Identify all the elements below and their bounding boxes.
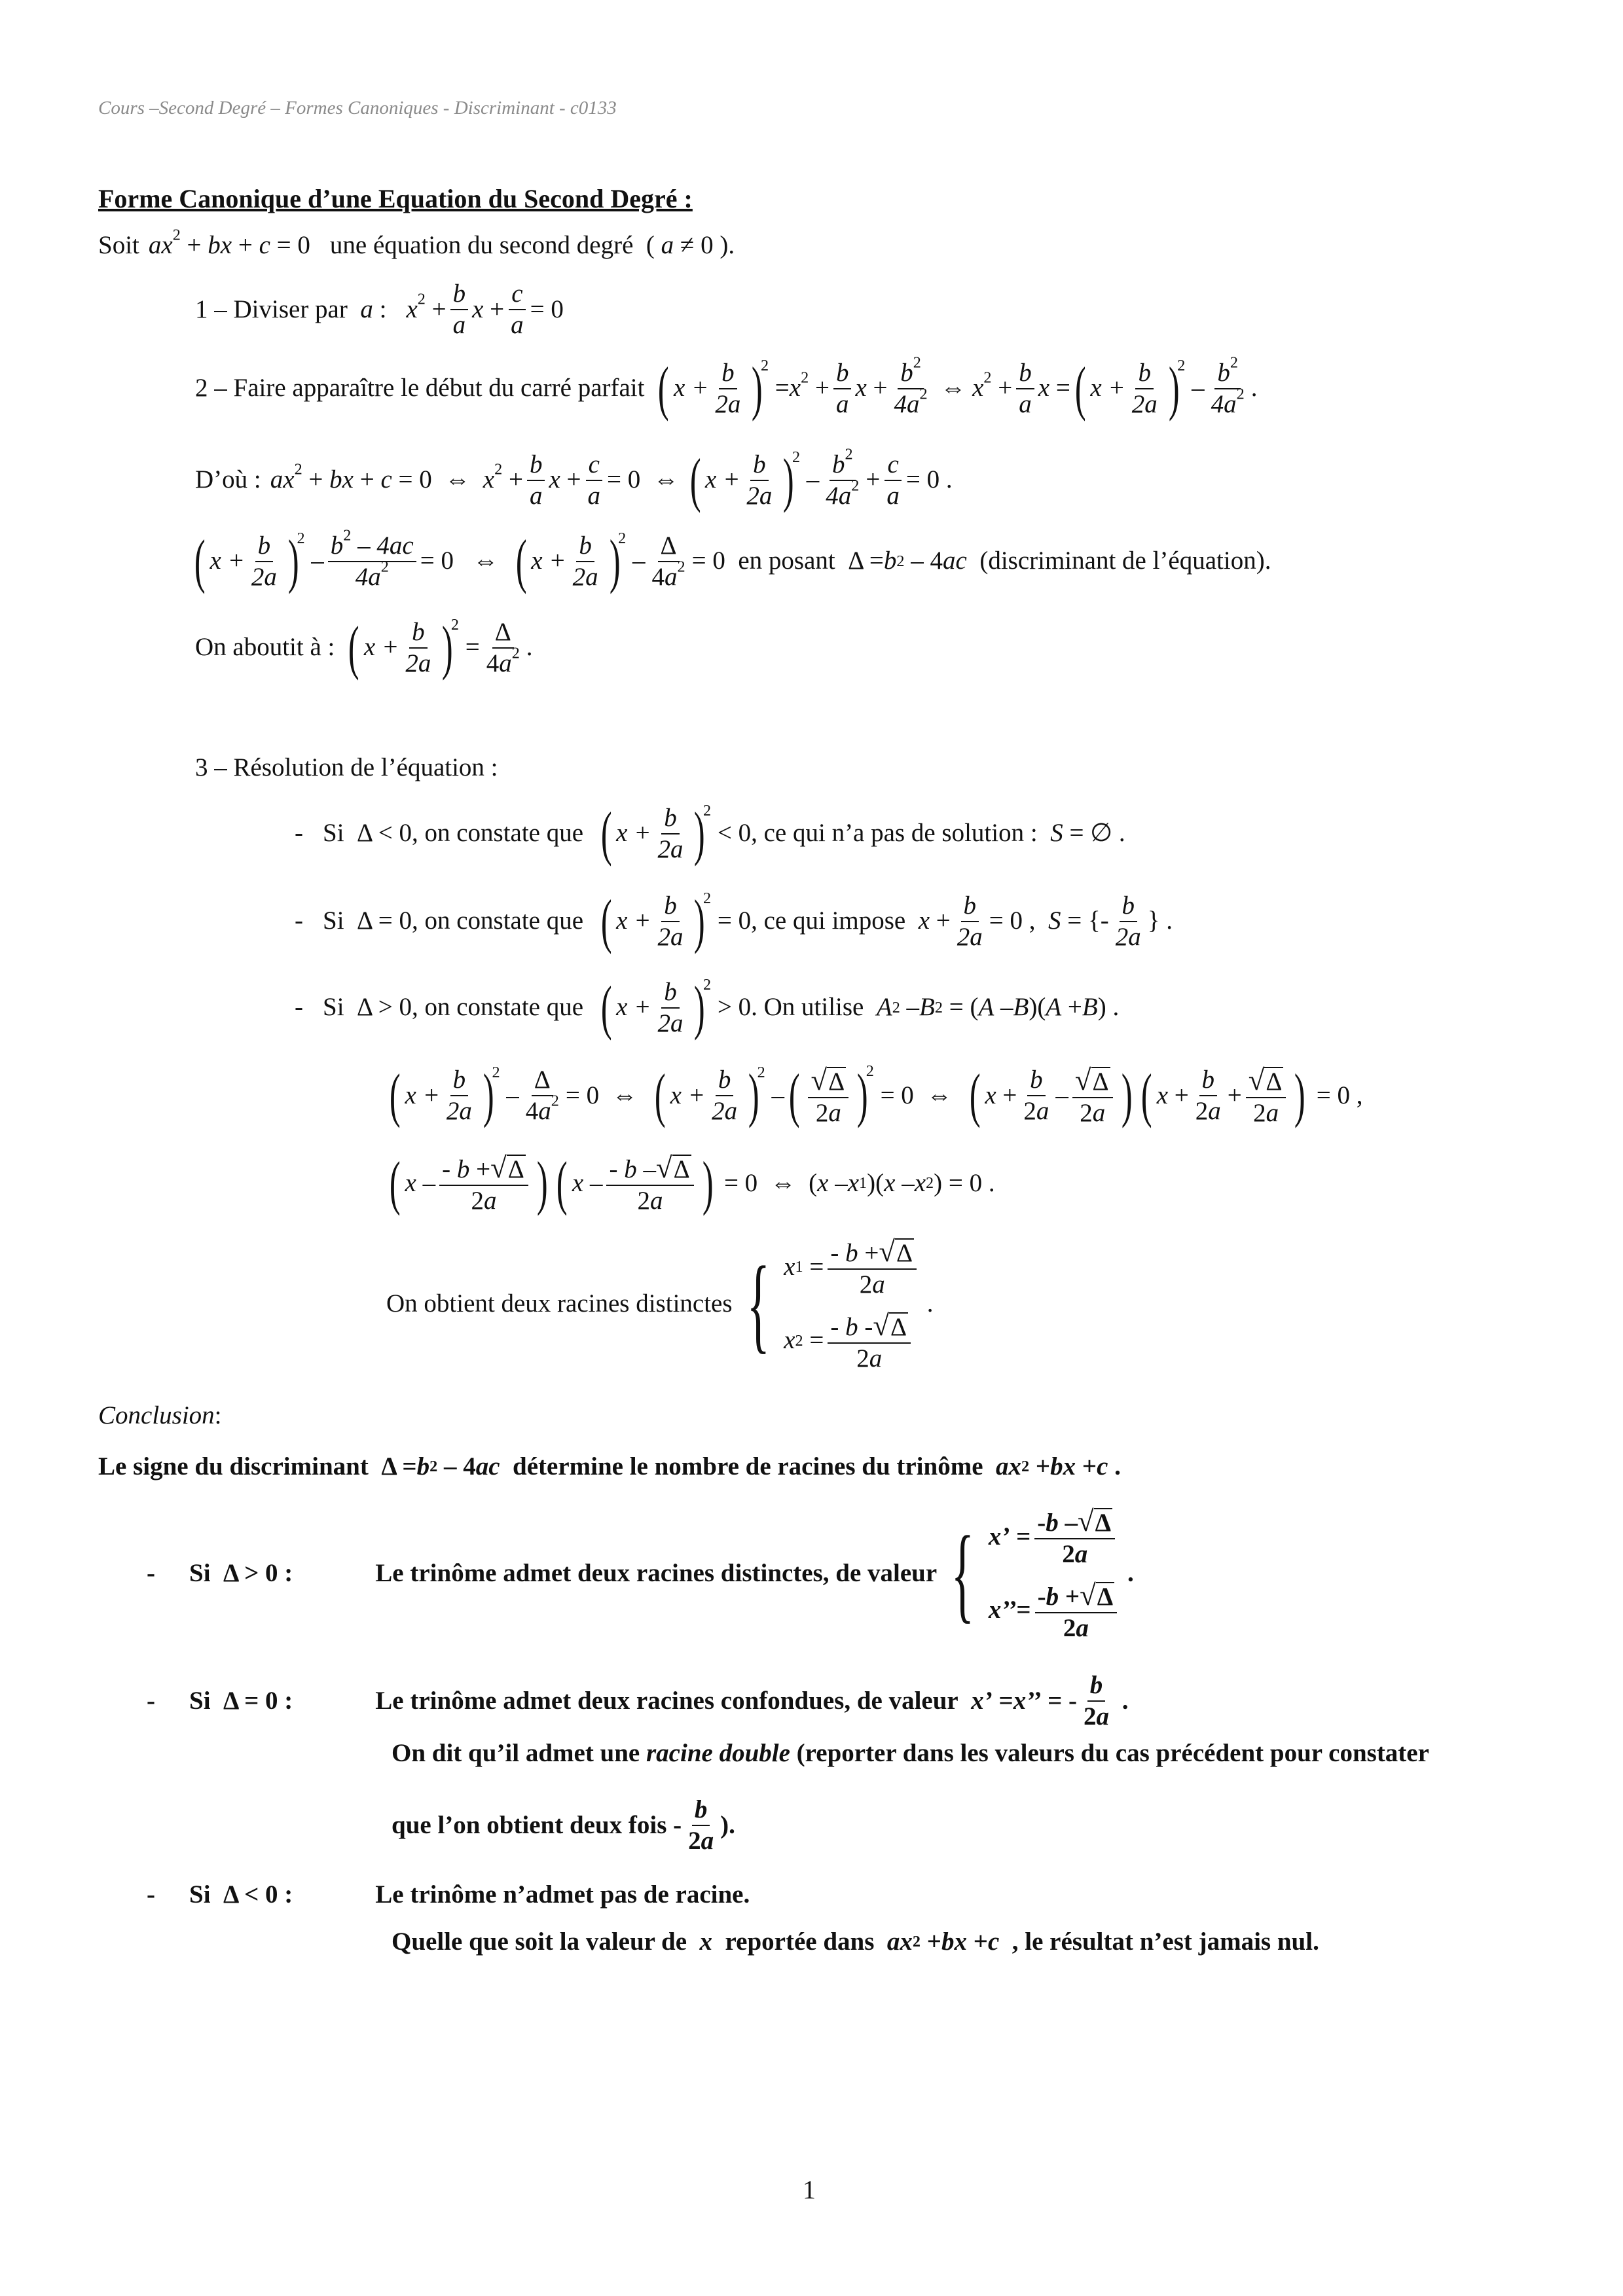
- case-positive: - Si Δ > 0 , on constate que ( x + $\frac{b}{2a}$ ) 2 > 0 . On utilise A 2 – B 2 = ( A – B )( A + B ) .: [295, 974, 1120, 1041]
- roots-system: On obtient deux racines distinctes { x 1 = - b + √ Δ 2a x 2 = - b - √ Δ 2a .: [386, 1235, 934, 1372]
- discriminant-line: ( x + $\frac{b}{2a}$ ) 2 – $\frac{b^2 - 4ac}{4a^2}$ = 0 ⇔ ( x + $\frac{b}{2a}$ ) 2 – $\frac{\Delta}{4a^2}$ = 0 en posant Δ = b 2 – 4 ac (discriminant de l’équation).: [194, 526, 1271, 594]
- running-header: Cours –Second Degré – Formes Canoniques - Discriminant - c0133: [98, 98, 617, 118]
- conclusion-label: Conclusion :: [98, 1401, 222, 1429]
- aboutit-line: On aboutit à : ( x + $\frac{b}{2a}$ ) 2 = $\frac{\Delta}{4a^2}$ .: [195, 614, 533, 681]
- step-1: 1 – Diviser par a : $x^2$ + $\frac{b}{a}$ x + $\frac{c}{a}$ = 0: [195, 279, 564, 340]
- conclusion-zero: - Si Δ = 0 : Le trinôme admet deux racines confondues, de valeur x’ = x’’ = - $\frac{b}{2a}$ .: [147, 1671, 1129, 1731]
- conclusion-positive: - Si Δ > 0 : Le trinôme admet deux racines distinctes, de valeur { x’ = -b – √ Δ 2a x’’ = -b + √ Δ 2a .: [147, 1505, 1134, 1642]
- page-number: 1: [803, 2175, 816, 2204]
- step-3: 3 – Résolution de l’équation :: [195, 753, 498, 781]
- factorization-2: ( x – - b + √ Δ 2a ) ( x – - b – √ Δ 2a ) = 0 ⇔ ( x – x 1 )( x – x 2 ) = 0 .: [389, 1149, 995, 1217]
- conclusion-negative: - Si Δ < 0 : Le trinôme n’admet pas de racine.: [147, 1880, 750, 1909]
- step-2: 2 – Faire apparaître le début du carré parfait ( x + $\frac{b}{2a}$ ) 2 = $x^2$ + $\frac{b}{a}$ x + $\frac{b^2}{4a^2}$ ⇔ $x^2$ + $\frac{b}{a}$ x = ( x + $\frac{b}{2a}$ ) 2 – $\frac{b^2}{4a^2}$ .: [195, 353, 1258, 422]
- case-negative: - Si Δ < 0 , on constate que ( x + $\frac{b}{2a}$ ) 2 < 0 , ce qui n’a pas de solution : S = ∅ .: [295, 800, 1125, 867]
- double-root-line-1: On dit qu’il admet une racine double (reporter dans les valeurs du cas précédent pour constater: [392, 1739, 1429, 1767]
- case-zero: - Si Δ = 0 , on constate que ( x + $\frac{b}{2a}$ ) 2 = 0 , ce qui impose x + $\frac{b}{2a}$ = 0 , S = {- $\frac{b}{2a}$ } .: [295, 888, 1173, 954]
- dou-line: D’où : $ax^2$ + bx + c = 0 ⇔ $x^2$ + $\frac{b}{a}$ x + $\frac{c}{a}$ = 0 ⇔ ( x + $\frac{b}{2a}$ ) 2 – $\frac{b^2}{4a^2}$ + $\frac{c}{a}$ = 0 .: [195, 445, 953, 513]
- conclusion-negative-detail: Quelle que soit la valeur de x reportée dans ax 2 + bx + c , le résultat n’est jamais nul.: [392, 1928, 1319, 1956]
- sign-statement: Le signe du discriminant Δ = b 2 – 4 ac détermine le nombre de racines du trinôme ax 2 + bx + c .: [98, 1452, 1121, 1480]
- double-root-line-2: que l’on obtient deux fois - $\frac{b}{2a}$ ).: [392, 1795, 735, 1856]
- intro-line: Soit $ax^2$ + bx + c = 0 une équation du second degré ( a ≠ 0 ).: [98, 226, 735, 259]
- factorization-1: ( x + $\frac{b}{2a}$ ) 2 – $\frac{\Delta}{4a^2}$ = 0 ⇔ ( x + $\frac{b}{2a}$ ) 2 – ( √ Δ 2a ) 2 = 0 ⇔ ( x + $\frac{b}{2a}$ – √ Δ 2a ) ( x + $\frac{b}{2a}$ + √ Δ 2a ) = 0 ,: [389, 1062, 1363, 1129]
- section-title: Forme Canonique d’une Equation du Second Degré :: [98, 184, 693, 213]
